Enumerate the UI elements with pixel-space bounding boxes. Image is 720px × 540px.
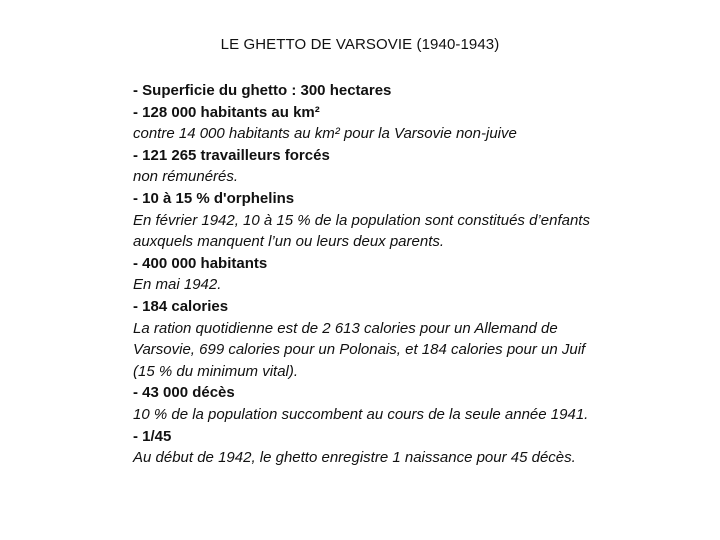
fact-detail: (15 % du minimum vital). (133, 362, 299, 380)
fact-heading: - 128 000 habitants au km² (133, 103, 320, 121)
slide-title: LE GHETTO DE VARSOVIE (1940-1943) (220, 36, 500, 53)
fact-detail: non rémunérés. (133, 168, 239, 186)
fact-detail: auxquels manquent l’un ou leurs deux parents. (133, 233, 445, 251)
fact-heading: - 400 000 habitants (133, 254, 268, 272)
fact-detail: 10 % de la population succombent au cours de la seule année 1941. (133, 405, 589, 423)
fact-detail: En février 1942, 10 à 15 % de la population sont constitués d’enfants (133, 211, 590, 229)
fact-heading: - 1/45 (133, 427, 172, 445)
fact-heading: - 184 calories (133, 297, 229, 315)
fact-detail: Au début de 1942, le ghetto enregistre 1 naissance pour 45 décès. (133, 449, 576, 467)
fact-heading: - 121 265 travailleurs forcés (133, 146, 330, 164)
fact-heading: - Superficie du ghetto : 300 hectares (133, 82, 392, 99)
slide-body (133, 80, 693, 469)
fact-detail: Varsovie, 699 calories pour un Polonais, et 184 calories pour un Juif (133, 341, 586, 359)
fact-heading: - 43 000 décès (133, 384, 235, 402)
fact-detail: En mai 1942. (133, 276, 222, 294)
fact-detail: La ration quotidienne est de 2 613 calories pour un Allemand de (133, 319, 558, 337)
fact-heading: - 10 à 15 % d'orphelins (133, 189, 295, 207)
fact-detail: contre 14 000 habitants au km² pour la Varsovie non-juive (133, 125, 517, 143)
